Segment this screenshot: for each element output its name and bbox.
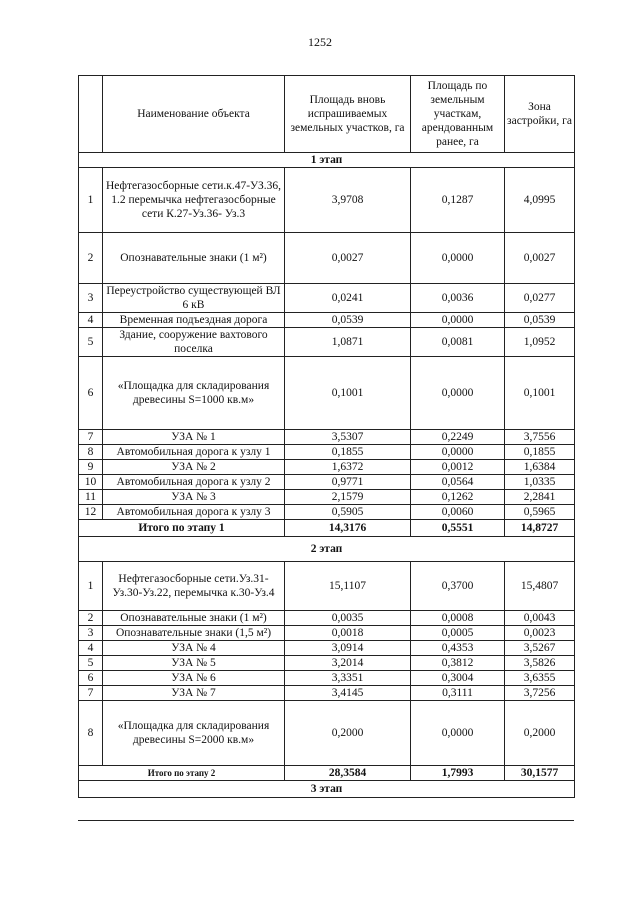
new-area-value: 0,0018: [285, 626, 411, 641]
row-number: 4: [79, 313, 103, 328]
row-number: 10: [79, 475, 103, 490]
leased-area-value: 0,3812: [411, 656, 505, 671]
leased-area-value: 0,0012: [411, 460, 505, 475]
new-area-value: 3,3351: [285, 671, 411, 686]
stage-title: 1 этап: [79, 153, 575, 168]
zone-value: 0,0043: [505, 611, 575, 626]
land-allocation-table: [78, 75, 575, 798]
leased-area-value: 0,0036: [411, 284, 505, 313]
row-number: 1: [79, 168, 103, 233]
row-number: 5: [79, 328, 103, 357]
table-row: [79, 284, 575, 313]
leased-area-value: 0,0000: [411, 233, 505, 284]
leased-area-value: 0,0000: [411, 445, 505, 460]
row-number: 2: [79, 233, 103, 284]
stage-total-row: [79, 766, 575, 781]
table-row: [79, 701, 575, 766]
new-area-value: 0,1001: [285, 357, 411, 430]
zone-value: 0,5965: [505, 505, 575, 520]
stage-title-row: [79, 781, 575, 798]
object-name: «Площадка для складирования древесины S=1000 кв.м»: [103, 357, 285, 430]
object-name: Переустройство существующей ВЛ 6 кВ: [103, 284, 285, 313]
object-name: УЗА № 6: [103, 671, 285, 686]
new-area-value: 0,0241: [285, 284, 411, 313]
table-row: [79, 460, 575, 475]
object-name: Временная подъездная дорога: [103, 313, 285, 328]
table-row: [79, 233, 575, 284]
table-row: [79, 686, 575, 701]
stage-total-leased-area: 0,5551: [411, 520, 505, 537]
stage-title-row: [79, 537, 575, 562]
row-number: 3: [79, 626, 103, 641]
header-leased-area: Площадь по земельным участкам, арендованным ранее, га: [411, 76, 505, 153]
zone-value: 3,5826: [505, 656, 575, 671]
row-number: 7: [79, 430, 103, 445]
object-name: УЗА № 1: [103, 430, 285, 445]
new-area-value: 0,0035: [285, 611, 411, 626]
table-row: [79, 505, 575, 520]
header-number: [79, 76, 103, 153]
new-area-value: 2,1579: [285, 490, 411, 505]
table-row: [79, 490, 575, 505]
leased-area-value: 0,1262: [411, 490, 505, 505]
zone-value: 1,6384: [505, 460, 575, 475]
zone-value: 3,7556: [505, 430, 575, 445]
leased-area-value: 0,0005: [411, 626, 505, 641]
page-bottom-rule: [78, 820, 574, 821]
new-area-value: 0,9771: [285, 475, 411, 490]
table-row: [79, 641, 575, 656]
leased-area-value: 0,4353: [411, 641, 505, 656]
leased-area-value: 0,3111: [411, 686, 505, 701]
stage-title: 2 этап: [79, 537, 575, 562]
zone-value: 4,0995: [505, 168, 575, 233]
stage-total-zone: 30,1577: [505, 766, 575, 781]
zone-value: 0,2000: [505, 701, 575, 766]
new-area-value: 15,1107: [285, 562, 411, 611]
row-number: 2: [79, 611, 103, 626]
table-row: [79, 626, 575, 641]
leased-area-value: 0,2249: [411, 430, 505, 445]
header-object-name: Наименование объекта: [103, 76, 285, 153]
stage-total-label: Итого по этапу 1: [79, 520, 285, 537]
leased-area-value: 0,0564: [411, 475, 505, 490]
leased-area-value: 0,1287: [411, 168, 505, 233]
zone-value: 0,0539: [505, 313, 575, 328]
table-row: [79, 475, 575, 490]
stage-total-leased-area: 1,7993: [411, 766, 505, 781]
table-row: [79, 313, 575, 328]
leased-area-value: 0,0000: [411, 313, 505, 328]
stage-total-label: Итого по этапу 2: [79, 766, 285, 781]
object-name: УЗА № 2: [103, 460, 285, 475]
new-area-value: 0,2000: [285, 701, 411, 766]
leased-area-value: 0,3004: [411, 671, 505, 686]
zone-value: 3,7256: [505, 686, 575, 701]
header-building-zone: Зона застройки, га: [505, 76, 575, 153]
object-name: УЗА № 5: [103, 656, 285, 671]
row-number: 4: [79, 641, 103, 656]
stage-total-new-area: 14,3176: [285, 520, 411, 537]
row-number: 6: [79, 357, 103, 430]
new-area-value: 0,5905: [285, 505, 411, 520]
new-area-value: 3,4145: [285, 686, 411, 701]
object-name: Опознавательные знаки (1 м²): [103, 233, 285, 284]
zone-value: 3,5267: [505, 641, 575, 656]
table-body: [79, 153, 575, 798]
object-name: УЗА № 7: [103, 686, 285, 701]
table-header-row: [79, 76, 575, 153]
table-row: [79, 611, 575, 626]
zone-value: 2,2841: [505, 490, 575, 505]
stage-total-zone: 14,8727: [505, 520, 575, 537]
zone-value: 0,0027: [505, 233, 575, 284]
stage-title-row: [79, 153, 575, 168]
object-name: УЗА № 4: [103, 641, 285, 656]
leased-area-value: 0,3700: [411, 562, 505, 611]
zone-value: 0,1855: [505, 445, 575, 460]
page-number: 1252: [308, 35, 332, 49]
row-number: 1: [79, 562, 103, 611]
object-name: «Площадка для складирования древесины S=2000 кв.м»: [103, 701, 285, 766]
new-area-value: 0,1855: [285, 445, 411, 460]
table-row: [79, 168, 575, 233]
row-number: 11: [79, 490, 103, 505]
row-number: 12: [79, 505, 103, 520]
object-name: Нефтегазосборные сети.Уз.31-Уз.30-Уз.22, перемычка к.30-Уз.4: [103, 562, 285, 611]
zone-value: 15,4807: [505, 562, 575, 611]
leased-area-value: 0,0000: [411, 357, 505, 430]
row-number: 8: [79, 701, 103, 766]
stage-title: 3 этап: [79, 781, 575, 798]
stage-total-new-area: 28,3584: [285, 766, 411, 781]
table-row: [79, 671, 575, 686]
leased-area-value: 0,0060: [411, 505, 505, 520]
row-number: 9: [79, 460, 103, 475]
leased-area-value: 0,0000: [411, 701, 505, 766]
leased-area-value: 0,0008: [411, 611, 505, 626]
table-row: [79, 328, 575, 357]
row-number: 6: [79, 671, 103, 686]
zone-value: 1,0335: [505, 475, 575, 490]
new-area-value: 3,0914: [285, 641, 411, 656]
new-area-value: 1,6372: [285, 460, 411, 475]
table-row: [79, 430, 575, 445]
header-new-area: Площадь вновь испрашиваемых земельных участков, га: [285, 76, 411, 153]
object-name: Опознавательные знаки (1 м²): [103, 611, 285, 626]
zone-value: 0,1001: [505, 357, 575, 430]
object-name: Нефтегазосборные сети.к.47-УЗ.36, 1.2 перемычка нефтегазосборные сети К.27-Уз.36- Уз.3: [103, 168, 285, 233]
table-row: [79, 562, 575, 611]
stage-total-row: [79, 520, 575, 537]
new-area-value: 0,0027: [285, 233, 411, 284]
object-name: Автомобильная дорога к узлу 2: [103, 475, 285, 490]
zone-value: 1,0952: [505, 328, 575, 357]
new-area-value: 0,0539: [285, 313, 411, 328]
object-name: Здание, сооружение вахтового поселка: [103, 328, 285, 357]
zone-value: 0,0023: [505, 626, 575, 641]
new-area-value: 3,2014: [285, 656, 411, 671]
zone-value: 3,6355: [505, 671, 575, 686]
row-number: 8: [79, 445, 103, 460]
object-name: Опознавательные знаки (1,5 м²): [103, 626, 285, 641]
new-area-value: 3,9708: [285, 168, 411, 233]
table-row: [79, 357, 575, 430]
row-number: 3: [79, 284, 103, 313]
zone-value: 0,0277: [505, 284, 575, 313]
new-area-value: 3,5307: [285, 430, 411, 445]
object-name: Автомобильная дорога к узлу 1: [103, 445, 285, 460]
leased-area-value: 0,0081: [411, 328, 505, 357]
object-name: УЗА № 3: [103, 490, 285, 505]
new-area-value: 1,0871: [285, 328, 411, 357]
row-number: 5: [79, 656, 103, 671]
table-row: [79, 656, 575, 671]
object-name: Автомобильная дорога к узлу 3: [103, 505, 285, 520]
row-number: 7: [79, 686, 103, 701]
table-row: [79, 445, 575, 460]
